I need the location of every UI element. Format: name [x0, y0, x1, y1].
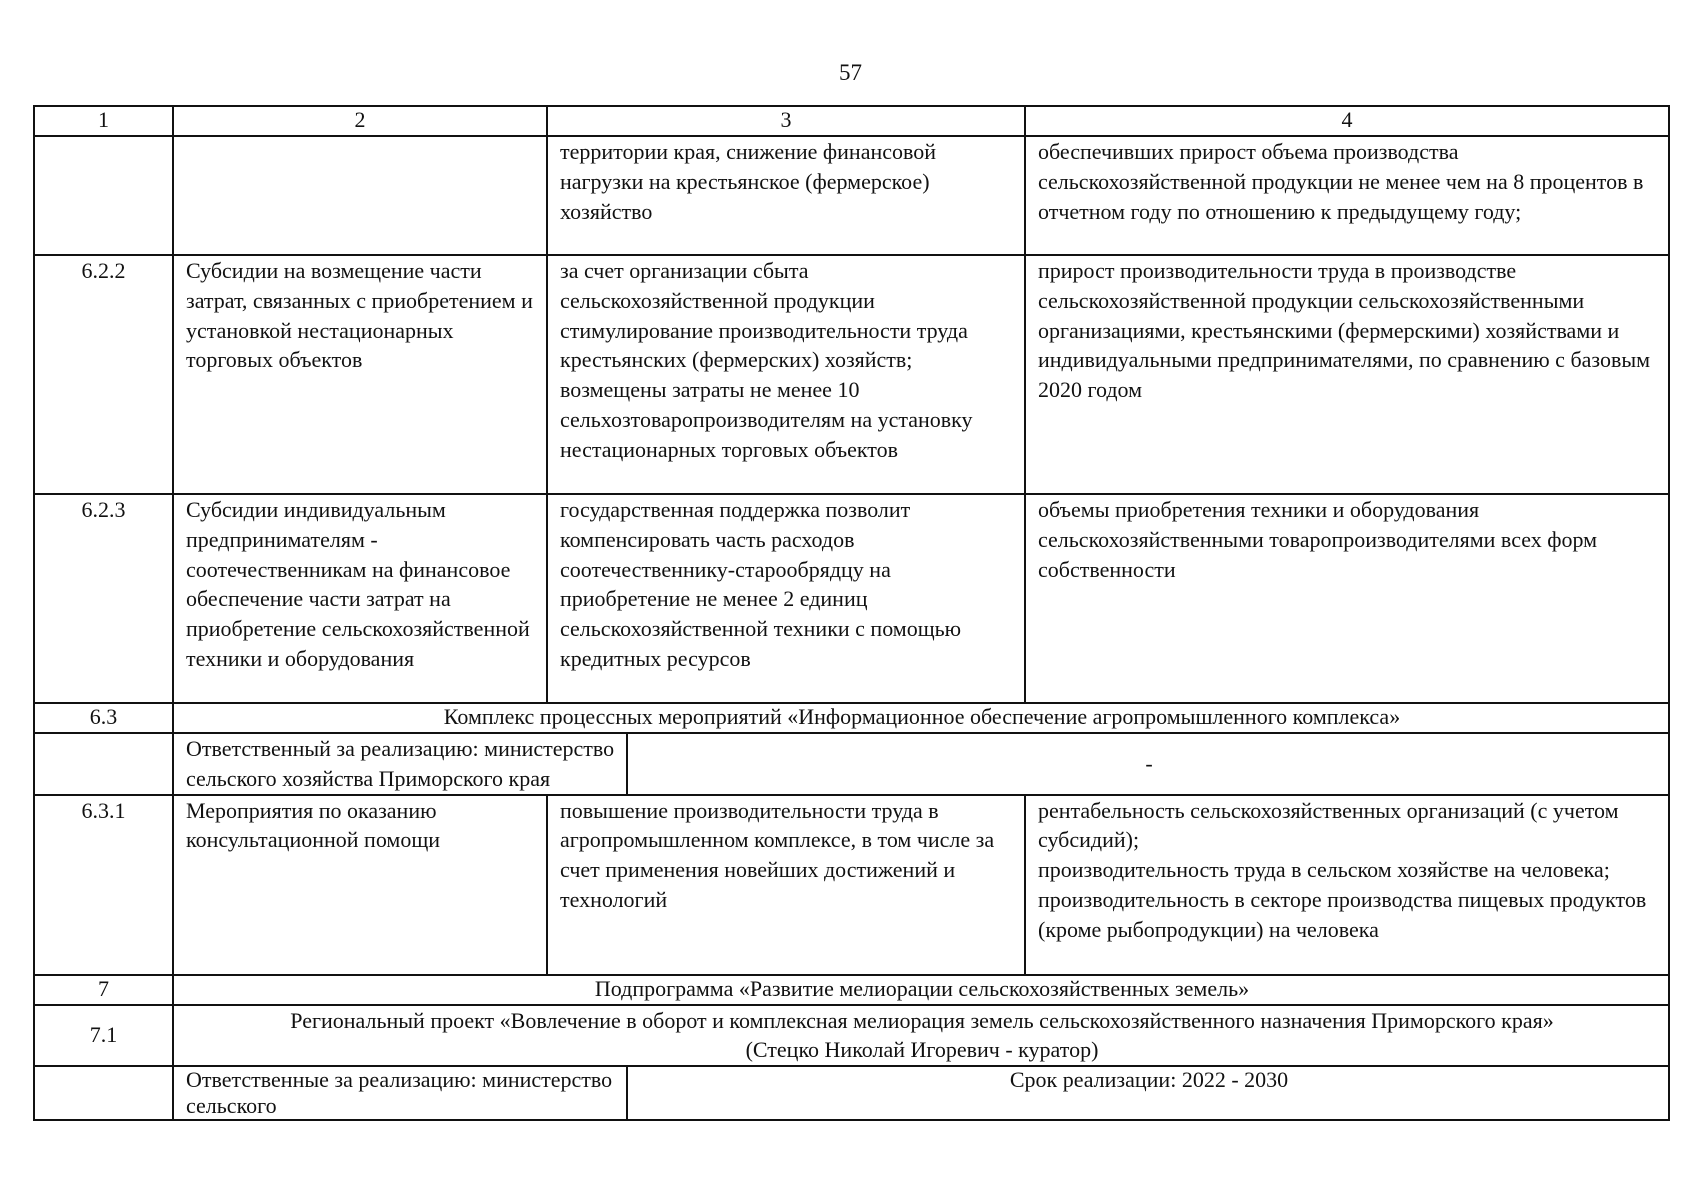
table-row-6-3-responsible: [34, 733, 1669, 795]
header-col-3: 3: [547, 106, 1025, 136]
table-row-7-1-responsible: [34, 1066, 1669, 1120]
responsible-cell: Ответственные за реализацию: министерство сельского: [173, 1066, 627, 1120]
cell-measure: [173, 136, 547, 255]
responsible-cell: Ответственный за реализацию: министерство сельского хозяйства Приморского края: [173, 733, 627, 795]
cell-num: [34, 733, 173, 795]
cell-result: повышение производительности труда в агропромышленном комплексе, в том числе за счет применения новейших достижений и технологий: [547, 795, 1025, 975]
cell-num: [34, 1066, 173, 1120]
cell-num: [34, 136, 173, 255]
subprogram-title: Подпрограмма «Развитие мелиорации сельскохозяйственных земель»: [173, 975, 1669, 1005]
header-col-2: 2: [173, 106, 547, 136]
cell-measure: Мероприятия по оказанию консультационной помощи: [173, 795, 547, 975]
cell-indicator: обеспечивших прирост объема производства сельскохозяйственной продукции не менее чем на 8 процентов в отчетном году по отношению к предыдущему году;: [1025, 136, 1669, 255]
table-row-6-2-3: [34, 494, 1669, 703]
cell-indicator: рентабельность сельскохозяйственных организаций (с учетом субсидий); производительность труда в сельском хозяйстве на человека; производительность в секторе производства пищевых продуктов (кроме рыбопродукции) на человека: [1025, 795, 1669, 975]
cell-result: государственная поддержка позволит компенсировать часть расходов соотечественнику-старообрядцу на приобретение не менее 2 единиц сельскохозяйственной техники с помощью кредитных ресурсов: [547, 494, 1025, 703]
cell-indicator: объемы приобретения техники и оборудования сельскохозяйственными товаропроизводителями всех форм собственности: [1025, 494, 1669, 703]
cell-num: 6.3: [34, 703, 173, 733]
cell-num: 7: [34, 975, 173, 1005]
cell-result: территории края, снижение финансовой нагрузки на крестьянское (фермерское) хозяйство: [547, 136, 1025, 255]
cell-num: 7.1: [34, 1005, 173, 1067]
table-row-6-3-1: [34, 795, 1669, 975]
header-col-4: 4: [1025, 106, 1669, 136]
table-header-row: [34, 106, 1669, 136]
cell-indicator: прирост производительности труда в производстве сельскохозяйственной продукции сельскохозяйственными организациями, крестьянскими (фермерскими) хозяйствами и индивидуальными предпринимателями, по сравнению с базовым 2020 годом: [1025, 255, 1669, 494]
term-cell: Срок реализации: 2022 - 2030: [627, 1066, 1669, 1120]
cell-measure: Субсидии на возмещение части затрат, связанных с приобретением и установкой нестационарных торговых объектов: [173, 255, 547, 494]
responsible-right-cell: -: [627, 733, 1669, 795]
cell-result: за счет организации сбыта сельскохозяйственной продукции стимулирование производительности труда крестьянских (фермерских) хозяйств; возмещены затраты не менее 10 сельхозтоваропроизводителям на установку нестационарных торговых объектов: [547, 255, 1025, 494]
page-number: 57: [839, 60, 862, 85]
section-title: Комплекс процессных мероприятий «Информационное обеспечение агропромышленного комплекса»: [173, 703, 1669, 733]
cell-measure: Субсидии индивидуальным предпринимателям - соотечественникам на финансовое обеспечение части затрат на приобретение сельскохозяйственной техники и оборудования: [173, 494, 547, 703]
table-row-6-3: [34, 703, 1669, 733]
cell-num: 6.2.3: [34, 494, 173, 703]
program-table: [33, 105, 1670, 1121]
cell-num: 6.2.2: [34, 255, 173, 494]
table-row-continuation: [34, 136, 1669, 255]
header-col-1: 1: [34, 106, 173, 136]
cell-num: 6.3.1: [34, 795, 173, 975]
table-row-7: [34, 975, 1669, 1005]
table-row-7-1: [34, 1005, 1669, 1067]
regional-project-title: Региональный проект «Вовлечение в оборот и комплексная мелиорация земель сельскохозяйственного назначения Приморского края» (Стецко Николай Игоревич - куратор): [173, 1005, 1669, 1067]
table-row-6-2-2: [34, 255, 1669, 494]
